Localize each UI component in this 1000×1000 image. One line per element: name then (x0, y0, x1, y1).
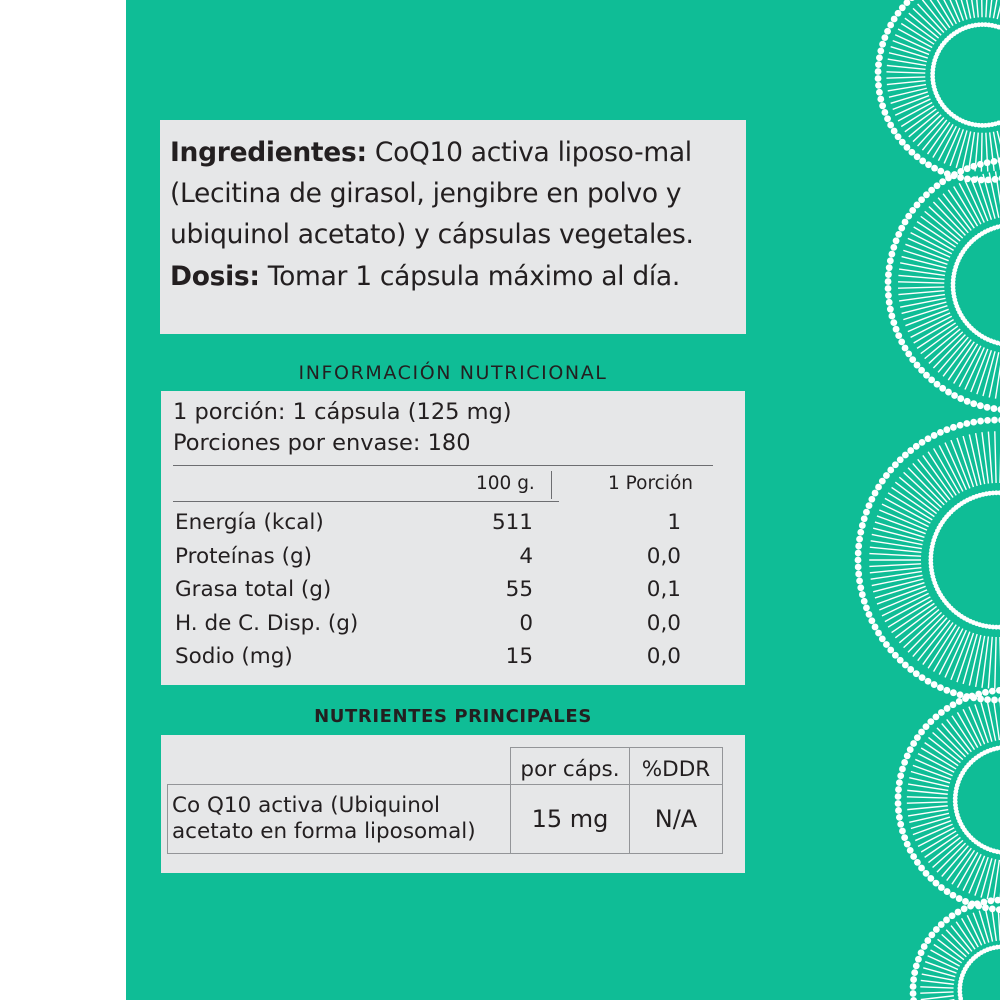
serving-size: 1 porción: 1 cápsula (125 mg) (173, 399, 512, 425)
nutrient-name: Co Q10 activa (Ubiquinol acetato en forma liposomal) (168, 785, 511, 854)
nutrient-value-portion: 0,0 (646, 644, 681, 669)
nutrient-value-100g: 55 (505, 577, 533, 602)
dosage-text (170, 256, 736, 297)
nutrient-name: Proteínas (g) (175, 543, 312, 569)
main-nutrients-panel (160, 698, 746, 874)
nutrient-per-capsule: 15 mg (511, 785, 630, 854)
nutrient-name: Sodio (mg) (175, 644, 293, 669)
nutrient-value-100g: 4 (519, 543, 533, 569)
nutrient-ddr: N/A (630, 785, 723, 854)
column-header-portion: 1 Porción (608, 473, 694, 494)
empty-header-cell (168, 748, 511, 785)
dosage-value: Tomar 1 cápsula máximo al día. (259, 261, 680, 292)
nutrient-value-portion: 0,0 (646, 610, 681, 636)
main-nutrients-table (167, 747, 723, 854)
decorative-pattern (808, 0, 1000, 1000)
table-row (161, 510, 745, 543)
table-row (161, 544, 745, 577)
ingredients-label: Ingredientes: (170, 137, 367, 168)
table-row (168, 785, 723, 854)
table-row (161, 611, 745, 644)
column-header-per-capsule: por cáps. (511, 748, 630, 785)
nutrient-value-100g: 511 (491, 510, 533, 535)
nutrient-value-portion: 0,0 (646, 543, 681, 569)
column-header-100g: 100 g. (476, 473, 535, 494)
nutrient-value-100g: 15 (505, 644, 533, 669)
dosage-label: Dosis: (170, 261, 260, 292)
ingredients-panel (160, 120, 746, 334)
nutrition-facts-panel (160, 352, 746, 686)
ingredients-value: CoQ10 activa liposo-mal (Lecitina de girasol, jengibre en polvo y ubiquinol acetato) y cápsulas vegetales. (170, 137, 694, 250)
divider-line (173, 501, 559, 502)
column-header-ddr: %DDR (630, 748, 723, 785)
pattern-graphic (808, 0, 1000, 1000)
nutrient-name: H. de C. Disp. (g) (175, 610, 359, 636)
main-nutrients-title: NUTRIENTES PRINCIPALES (161, 699, 745, 735)
nutrition-title: INFORMACIÓN NUTRICIONAL (161, 353, 745, 391)
nutrient-value-100g: 0 (519, 610, 533, 636)
servings-per-container: Porciones por envase: 180 (173, 430, 471, 456)
table-row (161, 644, 745, 677)
nutrient-value-portion: 1 (667, 510, 681, 535)
column-divider (551, 471, 552, 499)
nutrient-name: Energía (kcal) (175, 510, 324, 535)
table-row (161, 577, 745, 610)
nutrient-value-portion: 0,1 (646, 577, 681, 602)
divider-line (173, 465, 713, 466)
nutrient-name: Grasa total (g) (175, 577, 332, 602)
ingredients-text (170, 132, 736, 255)
